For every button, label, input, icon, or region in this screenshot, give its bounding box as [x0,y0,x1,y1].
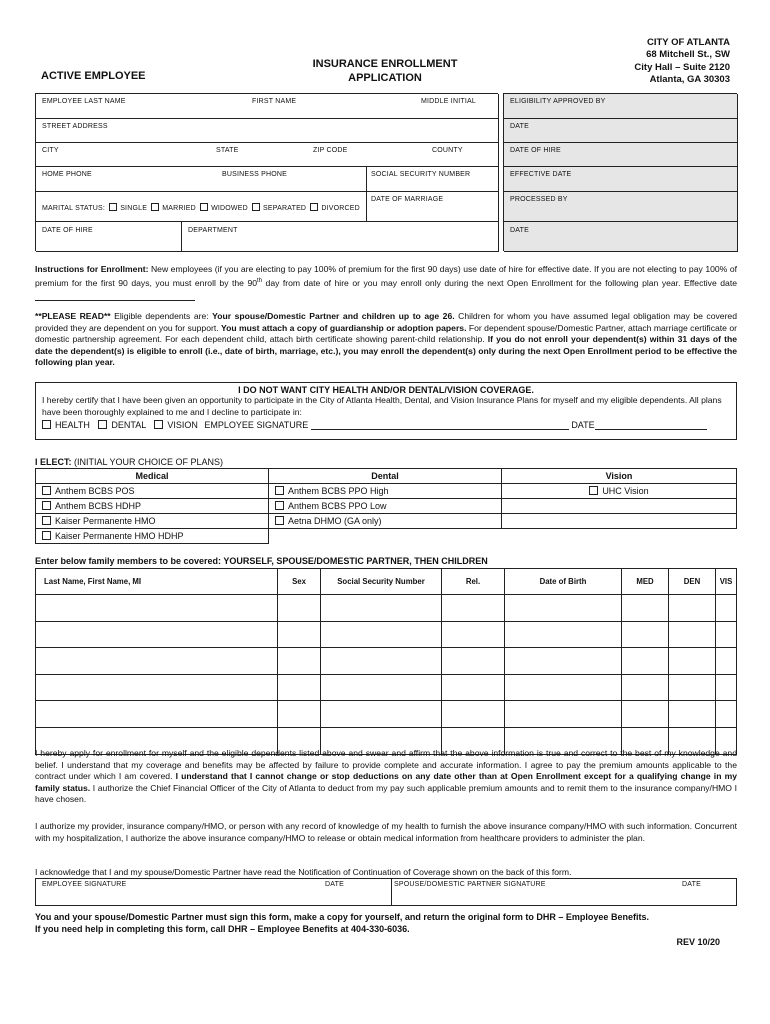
waiver-date-line[interactable] [595,419,707,430]
signature-label: EMPLOYEE SIGNATURE [204,420,309,431]
text: Eligible dependents are: [110,311,213,321]
name-row[interactable] [36,94,499,119]
family-members-table [35,568,737,755]
kaiser-hmo-hdhp-checkbox[interactable] [42,531,51,540]
field-label: BUSINESS PHONE [222,171,288,178]
marital-married-checkbox[interactable] [151,203,159,211]
waive-health-checkbox[interactable] [42,420,51,429]
ppo-high-checkbox[interactable] [275,486,284,495]
footer-instructions [35,911,649,935]
plan-label: Kaiser Permanente HMO HDHP [55,531,184,541]
col-name: Last Name, First Name, MI [36,569,278,595]
col-vis: VIS [716,569,737,595]
table-row[interactable] [36,621,737,648]
option-label: WIDOWED [211,205,248,212]
effective-date-line[interactable] [35,290,195,301]
certification-paragraph-2: I authorize my provider, insurance company/HMO, or person with any record of knowledge of my health to furnish the above insurance company/HMO with such information. Concurrent with my hospitalization, I authorize the above insurance company/HMO to release or obtain medical information from healthcare providers to administer the plan. [35,821,737,843]
plan-option[interactable] [269,484,502,499]
waive-dental-checkbox[interactable] [98,420,107,429]
field-label: EFFECTIVE DATE [510,171,572,178]
option-label: DIVORCED [321,205,360,212]
field-label: DATE OF HIRE [510,147,561,154]
title-line-1: INSURANCE ENROLLMENT [312,58,458,70]
plan-option[interactable] [269,499,502,514]
field-label: FIRST NAME [252,98,297,105]
employee-signature-field[interactable] [36,879,391,905]
option-label: DENTAL [111,420,146,431]
table-row[interactable] [36,674,737,701]
vision-header: Vision [502,469,737,484]
field-label: DATE [682,881,701,888]
elect-heading [35,457,223,467]
table-row[interactable] [36,648,737,675]
field-label: STATE [216,147,239,154]
field-label: PROCESSED BY [510,196,568,203]
col-rel: Rel. [442,569,505,595]
plan-label: Anthem BCBS PPO High [288,486,389,496]
option-label: HEALTH [55,420,90,431]
date-label: DATE [571,420,595,431]
option-label: MARRIED [162,205,196,212]
plan-label: Kaiser Permanente HMO [55,516,156,526]
marital-status-label: MARITAL STATUS: [42,205,106,212]
aetna-dhmo-checkbox[interactable] [275,516,284,525]
text: I hereby apply for enrollment for myself and the eligible dependents listed above and swear and affirm that the above information is true and correct to the best of my knowledge and belief. I understand that my coverage and benefits may be affected by failure to provide complete and accurate information. I agree to pay the premium amounts applicable to the contract under which I am covered. [35,748,737,782]
plan-label: Anthem BCBS PPO Low [288,501,387,511]
form-type: ACTIVE EMPLOYEE [41,70,146,82]
plan-label: Anthem BCBS POS [55,486,135,496]
superscript: th [257,277,263,284]
plan-option[interactable] [36,529,269,544]
plan-option[interactable] [36,514,269,529]
field-label: STREET ADDRESS [42,123,108,130]
waiver-box [35,382,737,440]
field-label: DATE [325,881,344,888]
waive-vision-checkbox[interactable] [154,420,163,429]
field-label: SPOUSE/DOMESTIC PARTNER SIGNATURE [394,881,546,888]
instructions-heading: Instructions for Enrollment: [35,264,149,274]
plan-option[interactable] [269,514,502,529]
col-med: MED [622,569,669,595]
office-date-of-hire-field[interactable] [504,143,738,167]
revision-label: REV 10/20 [676,937,720,947]
plan-option[interactable] [502,484,737,499]
col-ssn: Social Security Number [321,569,442,595]
date-of-hire-field[interactable] [36,222,182,252]
address-line: City Hall – Suite 2120 [634,61,730,73]
bold-text: If you do not enroll your dependent(s) within 31 days of the date the dependent(s) is eligible to enroll (i.e., date of birth, marriage, etc.), you may enroll the dependent(s) only during the next Open Enrollment period to be effective the following plan year. [35,334,738,368]
dental-header: Dental [269,469,502,484]
please-read-paragraph [35,311,737,369]
empty-cell [502,529,737,544]
table-row[interactable] [36,595,737,622]
field-label: MIDDLE INITIAL [421,98,476,105]
field-label: DEPARTMENT [188,227,238,234]
plan-label: Aetna DHMO (GA only) [288,516,382,526]
title-line-2: APPLICATION [348,72,422,84]
waiver-text: I hereby certify that I have been given an opportunity to participate in the City of Atlanta Health, Dental, and Vision Insurance Plans for myself and my eligible dependents. All plans have been thoroughly explained to me and I decline to participate in: [42,395,722,417]
date-of-marriage-field[interactable] [366,192,499,222]
address-line: CITY OF ATLANTA [646,37,730,48]
waiver-options [36,418,736,431]
marital-single-checkbox[interactable] [109,203,117,211]
col-sex: Sex [278,569,321,595]
field-label: ELIGIBILITY APPROVED BY [510,98,606,105]
option-label: SINGLE [120,205,148,212]
anthem-pos-checkbox[interactable] [42,486,51,495]
plan-label: Anthem BCBS HDHP [55,501,142,511]
col-den: DEN [669,569,716,595]
uhc-vision-checkbox[interactable] [589,486,598,495]
waiver-signature-line[interactable] [311,419,569,430]
field-label: DATE OF MARRIAGE [371,196,444,203]
medical-header: Medical [36,469,269,484]
address-line: Atlanta, GA 30303 [649,73,730,85]
option-label: VISION [167,420,198,431]
office-date2-field[interactable] [504,222,738,252]
family-header-row [36,569,737,595]
plan-label: UHC Vision [602,486,649,496]
field-label: EMPLOYEE LAST NAME [42,98,126,105]
family-title: Enter below family members to be covered: YOURSELF, SPOUSE/DOMESTIC PARTNER, THEN CHILDREN [35,556,488,566]
col-dob: Date of Birth [505,569,622,595]
employee-info-grid [35,93,498,251]
instructions-paragraph [35,264,737,301]
marital-divorced-checkbox[interactable] [310,203,318,211]
effective-date-field[interactable] [504,167,738,192]
text: Children for whom you have assumed legal obligation may be covered provided they are dependent on you for support. [35,311,737,333]
field-label: DATE [510,227,529,234]
city-address [590,37,730,86]
signature-box [35,878,737,906]
department-field[interactable] [182,222,499,252]
elect-rest: (INITIAL YOUR CHOICE OF PLANS) [71,457,224,467]
bold-text: Your spouse/Domestic Partner and children up to age 26. [212,311,455,321]
certification-paragraph-1 [35,748,737,806]
field-label: CITY [42,147,59,154]
city-state-row[interactable] [36,143,499,167]
bold-text: I understand that I cannot change or stop deductions on any date other than at Open Enrollment except for a qualifying change in my family status. [35,771,737,793]
field-label: HOME PHONE [42,171,92,178]
processed-by-field[interactable] [504,192,738,222]
footer-line-2: If you need help in completing this form, call DHR – Employee Benefits at 404-330-6036. [35,924,410,934]
eligibility-approved-field[interactable] [504,94,738,119]
address-line: 68 Mitchell St., SW [646,49,730,61]
empty-cell [269,529,502,544]
field-label: SOCIAL SECURITY NUMBER [371,171,471,178]
marital-status-row [36,192,366,222]
text: I authorize the Chief Financial Officer of the City of Atlanta to deduct from my pay such applicable premium amounts and to remit them to the insurance company/HMO I have chosen. [35,782,737,805]
plan-option[interactable] [36,499,269,514]
spouse-signature-field[interactable] [392,879,736,905]
empty-cell [502,499,737,514]
option-label: SEPARATED [263,205,307,212]
office-date-field[interactable] [504,119,738,143]
ssn-field[interactable] [366,167,499,192]
table-row[interactable] [36,701,737,728]
field-label: DATE OF HIRE [42,227,93,234]
marital-widowed-checkbox[interactable] [200,203,208,211]
office-use-grid [503,93,737,251]
plan-option[interactable] [36,484,269,499]
page-title [290,57,480,85]
plan-election-table [35,468,737,544]
field-label: ZIP CODE [313,147,348,154]
certification-paragraph-3: I acknowledge that I and my spouse/Domestic Partner have read the Notification of Continuation of Coverage shown on the back of this form. [35,867,572,877]
text: For dependent spouse/Domestic Partner, attach marriage certificate or domestic partnership agreement. For each dependent child, attach birth certificate showing parent-child relationship. [35,322,737,345]
waiver-title: I DO NOT WANT CITY HEALTH AND/OR DENTAL/VISION COVERAGE. [238,385,534,395]
field-label: COUNTY [432,147,463,154]
elect-lead: I ELECT: [35,457,72,467]
kaiser-hmo-checkbox[interactable] [42,516,51,525]
ppo-low-checkbox[interactable] [275,501,284,510]
empty-cell [502,514,737,529]
please-read-lead: **PLEASE READ** [35,311,111,321]
street-address-field[interactable] [36,119,499,143]
bold-text: You must attach a copy of guardianship or adoption papers. [221,322,467,333]
field-label: DATE [510,123,529,130]
anthem-hdhp-checkbox[interactable] [42,501,51,510]
field-label: EMPLOYEE SIGNATURE [42,881,127,888]
marital-separated-checkbox[interactable] [252,203,260,211]
footer-line-1: You and your spouse/Domestic Partner must sign this form, make a copy for yourself, and return the original form to DHR – Employee Benefits. [35,912,649,922]
instructions-text: New employees (if you are electing to pay 100% of premium for the first 90 days) use date of hire for effective date. If you are not electing to pay 100% of premium for the first 90 days, you must enroll by the 90 [35,264,737,288]
instructions-text: day from date of hire or you may enroll only during the next Open Enrollment for the following plan year. Effective date [262,277,737,288]
phone-row[interactable] [36,167,366,192]
